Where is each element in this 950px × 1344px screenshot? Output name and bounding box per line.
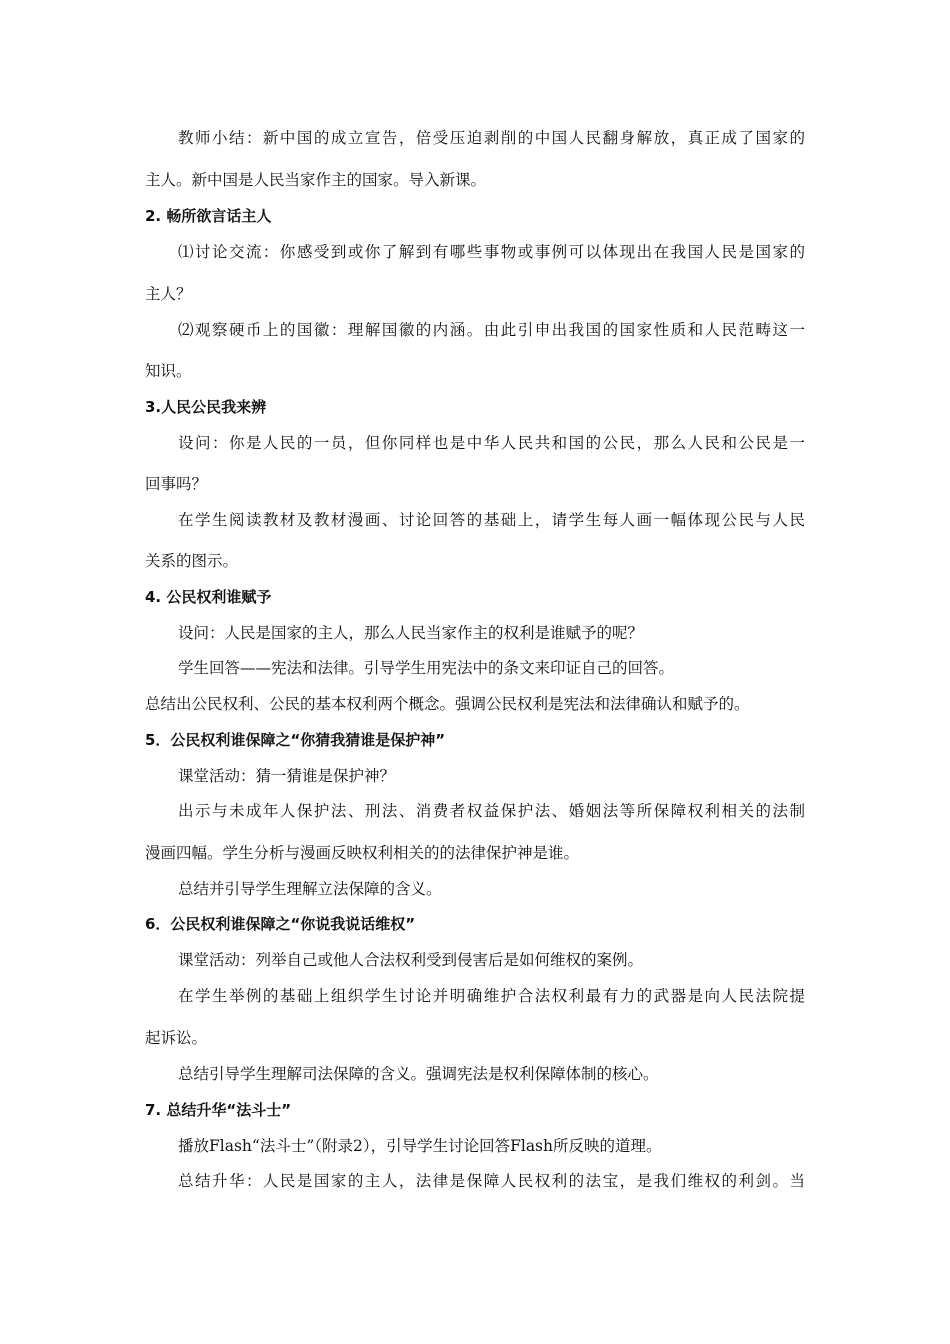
- paragraph-flash: 播放Flash“法斗士”（附录2），引导学生讨论回答Flash所反映的道理。: [178, 1137, 662, 1155]
- paragraph-line: 起诉讼。: [145, 1029, 208, 1047]
- section-heading-2: 2. 畅所欲言话主人: [145, 207, 272, 225]
- section-heading-5: 5．公民权利谁保障之“你猜我猜谁是保护神”: [145, 731, 446, 749]
- paragraph-question: 设问：人民是国家的主人，那么人民当家作主的权利是谁赋予的呢？: [178, 624, 644, 642]
- paragraph-line: 漫画四幅。学生分析与漫画反映权利相关的的法律保护神是谁。: [145, 844, 580, 862]
- paragraph-activity: 课堂活动：猜一猜谁是保护神？: [178, 767, 396, 785]
- paragraph-drawing: 在学生阅读教材及教材漫画、讨论回答的基础上，请学生每人画一幅体现公民与人民: [178, 511, 805, 529]
- paragraph-line: 关系的图示。: [145, 552, 239, 570]
- paragraph-summary: 总结出公民权利、公民的基本权利两个概念。强调公民权利是宪法和法律确认和赋予的。: [145, 695, 750, 713]
- paragraph-emblem: ⑵观察硬币上的国徽：理解国徽的内涵。由此引申出我国的国家性质和人民范畴这一: [178, 321, 805, 339]
- paragraph-line: 主人？: [145, 285, 192, 303]
- paragraph-discussion: ⑴讨论交流：你感受到或你了解到有哪些事物或事例可以体现出在我国人民是国家的: [178, 243, 805, 261]
- paragraph-line: 回事吗？: [145, 475, 208, 493]
- section-heading-4: 4. 公民权利谁赋予: [145, 588, 272, 606]
- section-heading-6: 6．公民权利谁保障之“你说我说话维权”: [145, 915, 416, 933]
- paragraph-teacher-summary: 教师小结：新中国的成立宣告，倍受压迫剥削的中国人民翻身解放，真正成了国家的: [178, 129, 805, 147]
- paragraph-line: 知识。: [145, 362, 192, 380]
- paragraph-summary: 总结引导学生理解司法保障的含义。强调宪法是权利保障体制的核心。: [178, 1065, 659, 1083]
- paragraph-comics: 出示与未成年人保护法、刑法、消费者权益保护法、婚姻法等所保障权利相关的法制: [178, 802, 805, 820]
- paragraph-question: 设问：你是人民的一员，但你同样也是中华人民共和国的公民，那么人民和公民是一: [178, 434, 805, 452]
- paragraph-lawsuit: 在学生举例的基础上组织学生讨论并明确维护合法权利最有力的武器是向人民法院提: [178, 987, 805, 1005]
- section-heading-3: 3.人民公民我来辨: [145, 398, 267, 416]
- paragraph-line: 主人。新中国是人民当家作主的国家。导入新课。: [145, 171, 487, 189]
- paragraph-answer: 学生回答——宪法和法律。引导学生用宪法中的条文来印证自己的回答。: [178, 659, 675, 677]
- paragraph-activity: 课堂活动：列举自己或他人合法权利受到侵害后是如何维权的案例。: [178, 951, 644, 969]
- section-heading-7: 7. 总结升华“法斗士”: [145, 1101, 292, 1119]
- paragraph-summary: 总结并引导学生理解立法保障的含义。: [178, 880, 442, 898]
- paragraph-conclusion: 总结升华：人民是国家的主人，法律是保障人民权利的法宝，是我们维权的利剑。当: [178, 1172, 805, 1190]
